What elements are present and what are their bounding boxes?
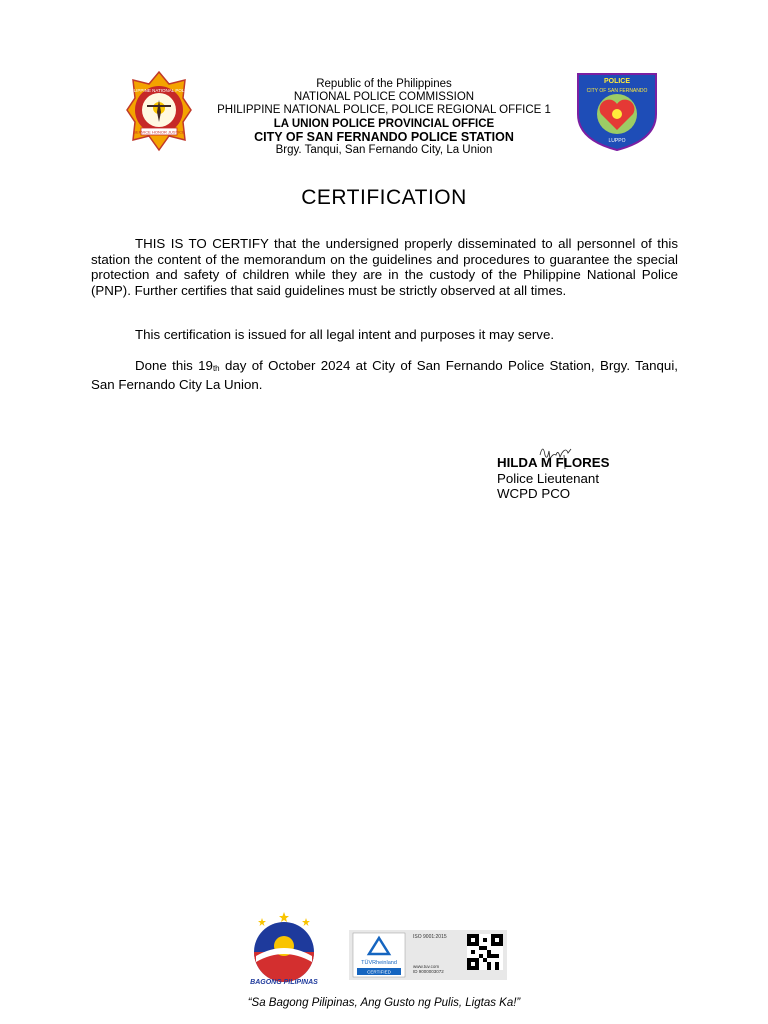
header-pro1: PHILIPPINE NATIONAL POLICE, POLICE REGIONAL OFFICE 1	[217, 104, 551, 117]
purpose-paragraph	[91, 327, 678, 343]
bagong-pilipinas-text: BAGONG PILIPINAS	[250, 979, 318, 986]
header-republic: Republic of the Philippines	[316, 78, 452, 90]
left-seal-banner: SERVICE HONOR JUSTICE	[133, 129, 185, 135]
header-address: Brgy. Tanqui, San Fernando City, La Union	[275, 144, 493, 157]
paragraph-2-text: This certification is issued for all legal intent and purposes it may serve.	[135, 327, 555, 342]
footer-motto: “Sa Bagong Pilipinas, Ang Gusto ng Pulis, Ligtas Ka!”	[247, 997, 521, 1009]
certification-paragraph	[91, 236, 678, 298]
right-seal-arc: CITY OF SAN FERNANDO	[586, 88, 648, 94]
paragraph-3-post: day of October 2024 at City of San Fernando Police Station, Brgy. Tanqui, San Fernando City La Union.	[91, 358, 678, 392]
right-seal-top: POLICE	[603, 78, 631, 85]
signatory-block	[497, 455, 610, 502]
tuv-url: www.tuv.com	[413, 964, 440, 969]
iso-certification-badge	[349, 930, 507, 980]
tuv-url-block	[413, 964, 444, 974]
header-napolcom: NATIONAL POLICE COMMISSION	[293, 91, 475, 104]
right-seal-bottom: LUPPO	[608, 138, 626, 144]
tuv-logo	[349, 930, 409, 980]
iso-standard: ISO 9001:2015	[413, 934, 447, 940]
paragraph-3-ordinal: th	[212, 364, 220, 373]
document-title: CERTIFICATION	[301, 186, 467, 209]
left-seal-text: PHILIPPINE NATIONAL POLICE	[126, 88, 192, 93]
paragraph-3-pre: Done this 19	[135, 358, 213, 373]
tuv-id: ID 9000003072	[413, 969, 444, 974]
date-place-paragraph	[91, 358, 678, 392]
tuv-text: TÜVRheinland	[361, 960, 397, 966]
signatory-position: WCPD PCO	[497, 486, 571, 501]
header-station: CITY OF SAN FERNANDO POLICE STATION	[254, 129, 514, 144]
paragraph-1-text: THIS IS TO CERTIFY that the undersigned properly disseminated to all personnel of this station the content of the memorandum on the guidelines and procedures to guarantee the special protection and safety of children while they are in the custody of the Philippine National Police (PNP). Further certifies that said guidelines must be strictly observed at all times.	[91, 236, 678, 298]
certified-text: CERTIFIED	[367, 969, 391, 975]
qr-code-icon	[467, 934, 503, 970]
bagong-pilipinas-logo	[244, 910, 324, 986]
station-seal-logo	[572, 70, 662, 152]
letterhead	[180, 78, 588, 157]
signatory-name: HILDA M FLORES	[497, 455, 610, 470]
signatory-rank: Police Lieutenant	[497, 470, 600, 486]
header-province: LA UNION POLICE PROVINCIAL OFFICE	[273, 117, 495, 130]
